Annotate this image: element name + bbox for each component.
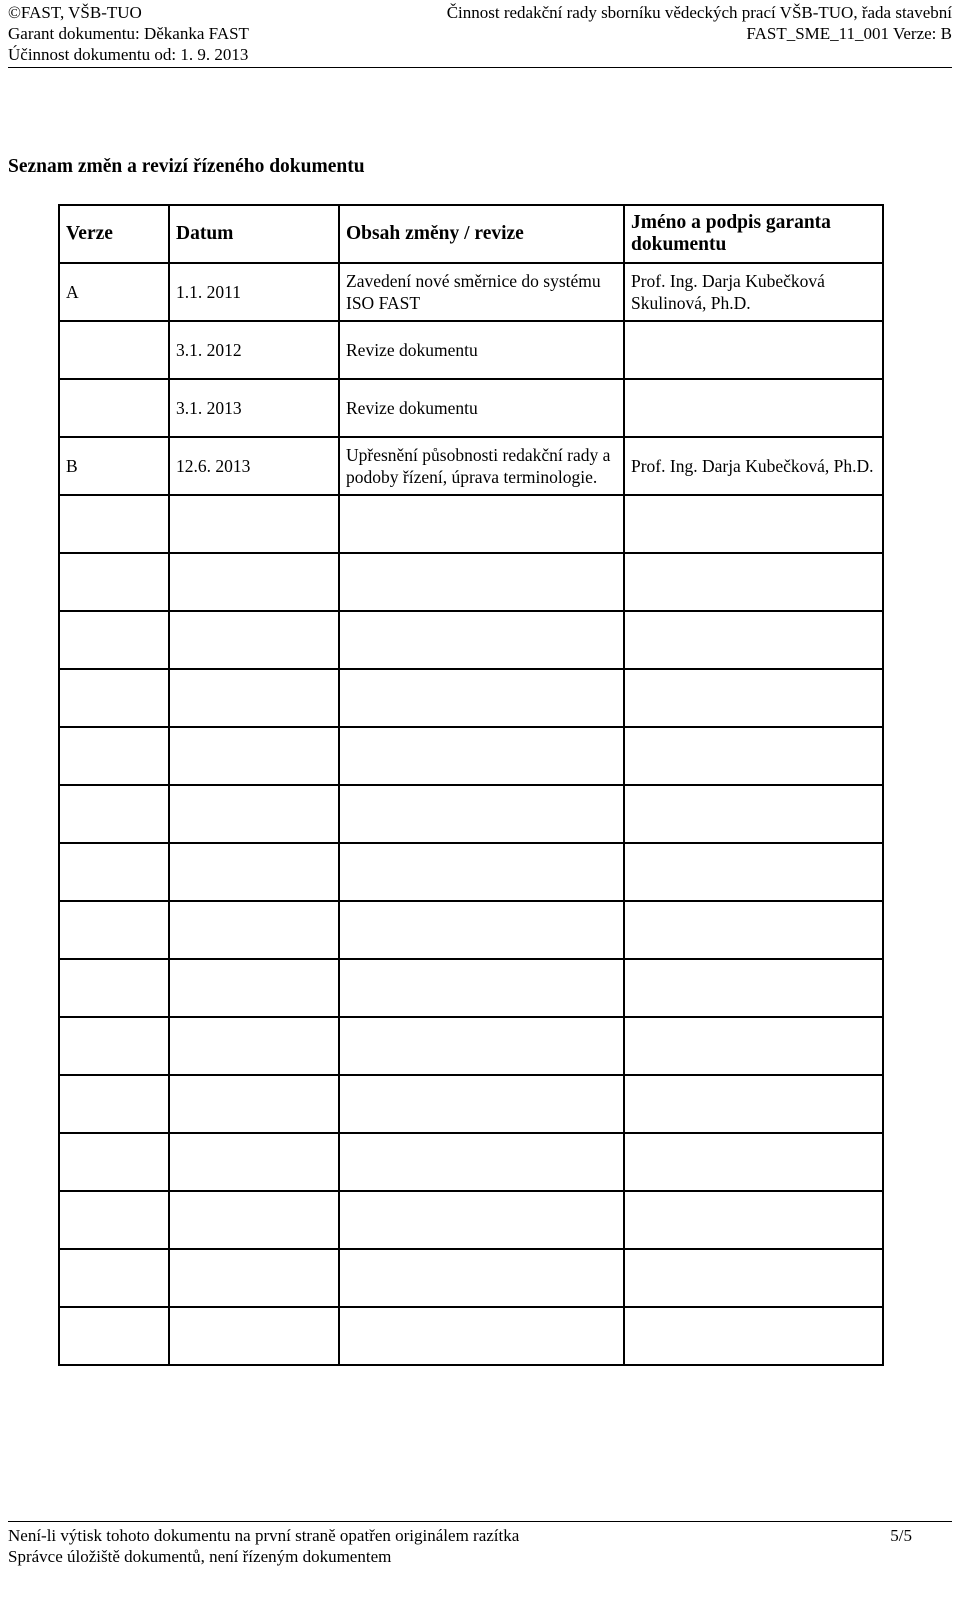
empty-cell [339,1307,624,1365]
empty-cell [169,901,339,959]
empty-cell [339,669,624,727]
empty-cell [624,727,883,785]
cell-content: Revize dokumentu [339,379,624,437]
table-row [59,321,883,379]
footer-notice-line1: Není-li výtisk tohoto dokumentu na první straně opatřen originálem razítka [8,1526,520,1545]
empty-cell [59,495,169,553]
empty-cell [624,901,883,959]
empty-table-row [59,901,883,959]
empty-cell [59,959,169,1017]
empty-table-row [59,727,883,785]
empty-cell [59,1191,169,1249]
empty-cell [169,785,339,843]
empty-rows [59,495,883,1365]
empty-cell [59,611,169,669]
empty-cell [339,553,624,611]
empty-cell [59,1017,169,1075]
table-row [59,379,883,437]
cell-date: 3.1. 2012 [169,321,339,379]
empty-cell [59,1133,169,1191]
empty-cell [339,959,624,1017]
empty-cell [59,901,169,959]
empty-cell [59,1249,169,1307]
empty-cell [169,1249,339,1307]
empty-cell [339,843,624,901]
empty-cell [169,1075,339,1133]
header-copyright: ©FAST, VŠB-TUO [8,3,142,22]
empty-cell [169,553,339,611]
cell-date: 12.6. 2013 [169,437,339,495]
column-header-date: Datum [169,205,339,263]
cell-date: 3.1. 2013 [169,379,339,437]
cell-content: Zavedení nové směrnice do systému ISO FAST [339,263,624,321]
cell-version: B [59,437,169,495]
cell-version: A [59,263,169,321]
empty-cell [624,1133,883,1191]
empty-cell [339,1133,624,1191]
empty-cell [169,1017,339,1075]
empty-cell [339,495,624,553]
empty-table-row [59,1191,883,1249]
empty-cell [169,959,339,1017]
empty-cell [339,1249,624,1307]
revision-table [58,204,884,1366]
empty-cell [624,1307,883,1365]
empty-table-row [59,785,883,843]
cell-version [59,321,169,379]
cell-content: Upřesnění působnosti redakční rady a podoby řízení, úprava terminologie. [339,437,624,495]
cell-content: Revize dokumentu [339,321,624,379]
page-header [8,2,952,65]
header-effective-date: Účinnost dokumentu od: 1. 9. 2013 [8,45,249,64]
empty-cell [59,553,169,611]
header-divider [8,67,952,68]
empty-cell [169,669,339,727]
empty-table-row [59,553,883,611]
column-header-version: Verze [59,205,169,263]
empty-cell [624,785,883,843]
empty-table-row [59,1017,883,1075]
empty-cell [624,1017,883,1075]
empty-cell [169,1191,339,1249]
footer-divider [8,1521,952,1522]
page-number: 5/5 [890,1526,912,1545]
empty-table-row [59,1075,883,1133]
empty-cell [339,1191,624,1249]
header-document-code: FAST_SME_11_001 Verze: B [746,24,952,43]
empty-table-row [59,843,883,901]
empty-cell [59,1075,169,1133]
empty-cell [339,727,624,785]
empty-cell [624,611,883,669]
cell-guarantor [624,321,883,379]
empty-cell [169,1133,339,1191]
empty-cell [169,1307,339,1365]
column-header-guarantor: Jméno a podpis garanta dokumentu [624,205,883,263]
empty-cell [59,843,169,901]
empty-cell [59,785,169,843]
empty-cell [624,1191,883,1249]
empty-table-row [59,669,883,727]
empty-table-row [59,1249,883,1307]
empty-cell [624,495,883,553]
empty-cell [59,727,169,785]
empty-cell [169,727,339,785]
empty-cell [339,611,624,669]
empty-cell [339,1075,624,1133]
table-row [59,437,883,495]
empty-cell [59,669,169,727]
page-footer [8,1525,952,1567]
empty-cell [339,785,624,843]
table-header-row [59,205,883,263]
column-header-content: Obsah změny / revize [339,205,624,263]
footer-notice-line2: Správce úložiště dokumentů, není řízeným dokumentem [8,1547,392,1566]
header-document-title: Činnost redakční rady sborníku vědeckých prací VŠB-TUO, řada stavební [446,3,952,22]
empty-cell [59,1307,169,1365]
cell-guarantor: Prof. Ing. Darja Kubečková Skulinová, Ph.D. [624,263,883,321]
empty-table-row [59,495,883,553]
empty-table-row [59,1307,883,1365]
empty-cell [624,669,883,727]
empty-table-row [59,959,883,1017]
cell-guarantor [624,379,883,437]
empty-table-row [59,611,883,669]
empty-cell [169,611,339,669]
empty-cell [624,1249,883,1307]
empty-cell [339,1017,624,1075]
table-row [59,263,883,321]
empty-cell [624,959,883,1017]
empty-cell [339,901,624,959]
empty-cell [169,843,339,901]
empty-cell [624,1075,883,1133]
empty-cell [624,553,883,611]
empty-table-row [59,1133,883,1191]
empty-cell [624,843,883,901]
cell-guarantor: Prof. Ing. Darja Kubečková, Ph.D. [624,437,883,495]
cell-date: 1.1. 2011 [169,263,339,321]
cell-version [59,379,169,437]
section-title: Seznam změn a revizí řízeného dokumentu [8,156,365,177]
header-guarantor: Garant dokumentu: Děkanka FAST [8,24,249,43]
empty-cell [169,495,339,553]
